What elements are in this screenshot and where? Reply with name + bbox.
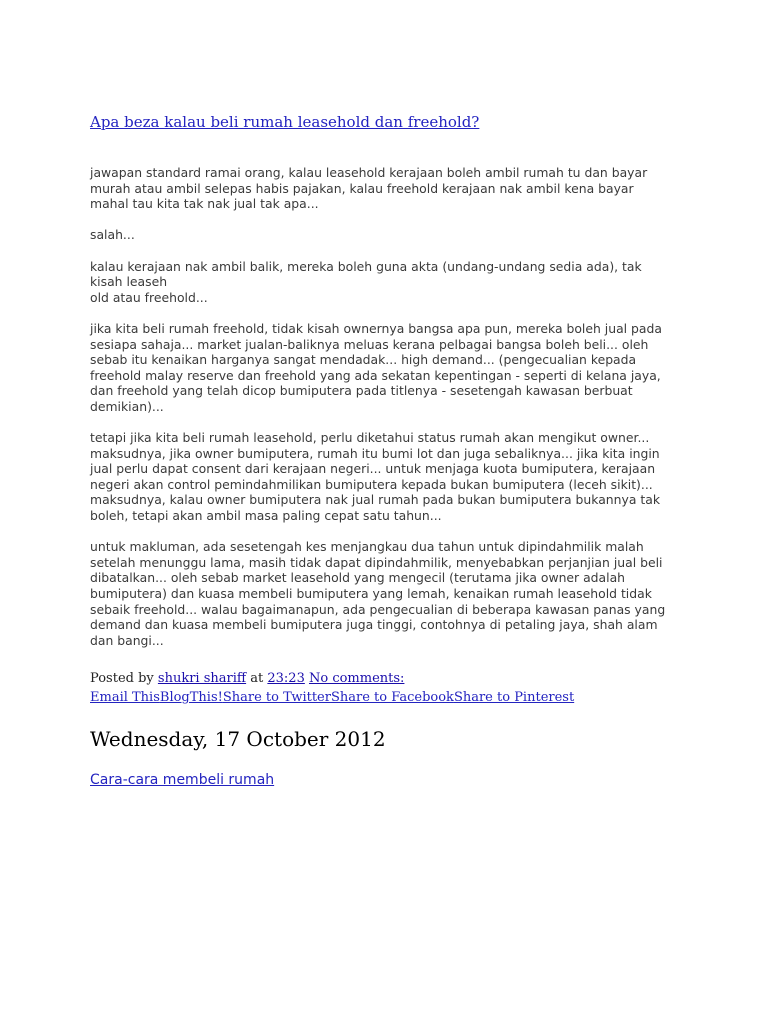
share-links [90,690,574,705]
post-footer [90,671,404,686]
post-paragraph: untuk makluman, ada sesetengah kes menjangkau dua tahun untuk dipindahmilik malah setelah menunggu lama, masih tidak dapat dipindahmilik, menyebabkan perjanjian jual beli dibatalkan... oleh sebab market leasehold yang mengecil (terutama jika owner adalah bumiputera) dan kuasa membeli bumiputera yang lemah, kenaikan rumah leasehold tidak sebaik freehold... walau bagaimanapun, ada pengecualian di beberapa kawasan panas yang demand dan kuasa membeli bumiputera juga tinggi, contohnya di petaling jaya, shah alam dan bangi... [90,539,666,648]
date-header: Wednesday, 17 October 2012 [90,727,386,751]
post-paragraph: jawapan standard ramai orang, kalau leasehold kerajaan boleh ambil rumah tu dan bayar murah atau ambil selepas habis pajakan, kalau freehold kerajaan nak ambil kena bayar mahal tau kita tak nak jual tak apa... [90,165,648,212]
post-time-link[interactable]: 23:23 [267,671,305,686]
share-facebook-link[interactable]: Share to Facebook [330,690,454,705]
post-paragraph: jika kita beli rumah freehold, tidak kisah ownernya bangsa apa pun, mereka boleh jual pada sesiapa sahaja... market jualan-baliknya meluas kerana pelbagai bangsa boleh beli... oleh sebab itu kenaikan harganya sangat mendadak... high demand... (pengecualian kepada freehold malay reserve dan freehold yang ada sekatan kepentingan - seperti di kelana jaya, dan freehold yang telah dicop bumiputera pada titlenya - sesetengah kawasan berbuat demikian)... [90,320,662,414]
post-paragraph: salah... [90,227,135,243]
posted-by-label: Posted by [90,671,154,686]
next-post-title-link[interactable]: Cara-cara membeli rumah [90,772,275,788]
post-title-link[interactable]: Apa beza kalau beli rumah leasehold dan freehold? [90,113,480,131]
comments-link[interactable]: No comments: [308,671,405,686]
share-pinterest-link[interactable]: Share to Pinterest [453,690,575,705]
post-body [90,165,690,648]
email-this-link[interactable]: Email This [90,690,160,705]
blogthis-link[interactable]: BlogThis! [159,690,223,705]
at-label: at [250,671,264,686]
author-link[interactable]: shukri shariff [157,671,247,686]
post-paragraph: kalau kerajaan nak ambil balik, mereka boleh guna akta (undang-undang sedia ada), tak kisah leaseh old atau freehold... [90,258,642,305]
post-paragraph: tetapi jika kita beli rumah leasehold, perlu diketahui status rumah akan mengikut owner... maksudnya, jika owner bumiputera, rumah itu bumi lot dan juga sebaliknya... jika kita ingin jual perlu dapat consent dari kerajaan negeri... untuk menjaga kuota bumiputera, kerajaan negeri akan control pemindahmilikan bumiputera kepada bukan bumiputera (leceh sikit)... maksudnya, kalau owner bumiputera nak jual rumah pada bukan bumiputera bukannya tak boleh, tetapi akan ambil masa paling cepat satu tahun... [90,430,660,524]
share-twitter-link[interactable]: Share to Twitter [222,690,331,705]
